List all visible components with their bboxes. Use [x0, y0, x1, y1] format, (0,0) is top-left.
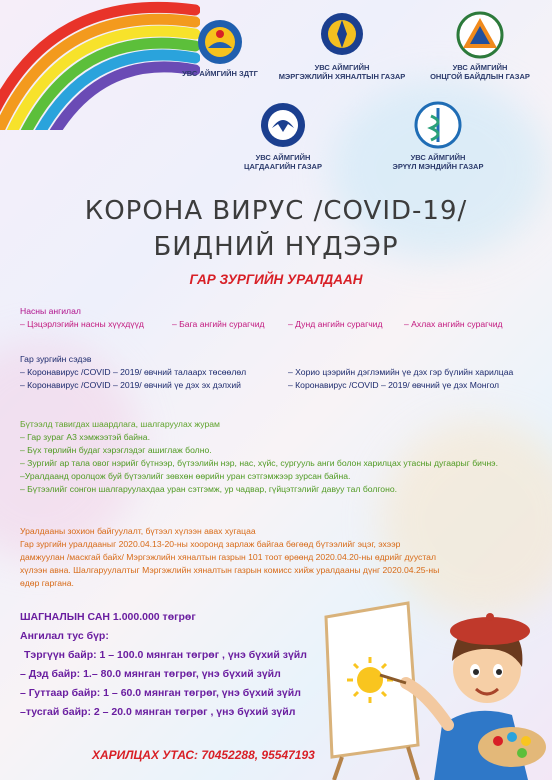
prize-item: –тусгай байр: 2 – 20.0 мянган төгрөг , үнэ бүхий зүйл [20, 706, 296, 718]
logo-ontsgoi-caption-line2: ОНЦГОЙ БАЙДЛЫН ГАЗАР [430, 72, 530, 81]
logo-eruul [378, 100, 498, 171]
logo-mergejliin-caption-line2: МЭРГЭЖЛИЙН ХЯНАЛТЫН ГАЗАР [278, 72, 406, 81]
logo-mergejliin-caption-line1: УВС АЙМГИЙН [314, 63, 370, 72]
rules-section [20, 418, 545, 496]
logo-eruul-caption-line1: УВС АЙМГИЙН [410, 153, 466, 162]
prize-category: Ангилал тус бүр: [20, 630, 109, 642]
tsagdaa-emblem-icon [258, 100, 308, 150]
logo-eruul-caption-line2: ЭРҮҮЛ МЭНДИЙН ГАЗАР [392, 162, 484, 171]
prize-item: Тэргүүн байр: 1 – 100.0 мянган төгрөг , үнэ бүхий зүйл [24, 649, 307, 661]
age-items-row [20, 318, 540, 331]
poster-subtitle: ГАР ЗУРГИЙН УРАЛДААН [189, 272, 363, 287]
theme-item: – Коронавирус /COVID – 2019/ өвчний талаарх төсөөлөл [20, 367, 247, 377]
timing-line: хүлээн авна. Шалгаруулалтыг Мэргэжлийн хяналтын газрын комисс хийж уралдааны дүнг 2020.04.25-ны [20, 565, 440, 575]
contact-phone: ХАРИЛЦАХ УТАС: 70452288, 95547193 [92, 748, 315, 762]
theme-item: – Коронавирус /COVID – 2019/ өвчний үе дэх Монгол [288, 380, 500, 390]
age-item: – Дунд ангийн сурагчид [288, 319, 383, 329]
age-item: – Цэцэрлэгийн насны хүүхдүүд [20, 319, 144, 329]
poster-title-line1: КОРОНА ВИРУС /COVID-19/ [84, 196, 468, 226]
theme-section [20, 353, 540, 392]
age-item: – Ахлах ангийн сурагчид [404, 319, 503, 329]
theme-item: – Хорио цээрийн дэглэмийн үе дэх гэр бүлийн харилцаа [288, 367, 514, 377]
prize-fund: ШАГНАЛЫН САН 1.000.000 төгрөг [20, 611, 196, 623]
age-item: – Бага ангийн сурагчид [172, 319, 265, 329]
timing-heading: Уралдааны зохион байгуулалт, бүтээл хүлээн авах хугацаа [20, 526, 256, 536]
logo-tsagdaa [228, 100, 338, 171]
logo-zdtg [165, 18, 275, 78]
theme-heading: Гар зургийн сэдэв [20, 354, 92, 364]
logo-tsagdaa-caption-line1: УВС АЙМГИЙН [255, 153, 311, 162]
boy-painting-illustration [322, 575, 552, 780]
theme-item: – Коронавирус /COVID – 2019/ өвчний үе дэх эх дэлхий [20, 380, 241, 390]
eruul-emblem-icon [413, 100, 463, 150]
timing-line: Гар зургийн уралдааныг 2020.04.13-20-ны хооронд зарлаж байгаа бөгөөд бүтээлийг эцэг, эхээр [20, 539, 401, 549]
ontsgoi-emblem-icon [455, 10, 505, 60]
logo-ontsgoi [420, 10, 540, 81]
timing-line: дамжуулан /маскгай байх/ Мэргэжлийн хяналтын газрын 101 тоот өрөөнд 2020.04.20-ны өдрийг дуустал [20, 552, 436, 562]
rules-item: – Зургийг ар тала овог нэрийг бүтнээр, бүтээлийн нэр, нас, хүйс, сургууль анги болон харилцах утасны дугаарыг бичнэ. [20, 458, 498, 468]
poster-title-line2: БИДНИЙ НҮДЭЭР [153, 232, 399, 262]
logo-mergejliin [272, 10, 412, 81]
age-section [20, 305, 540, 331]
rules-item: – Гар зураг А3 хэмжээтэй байна. [20, 432, 150, 442]
rules-item: – Бүтээлийг сонгон шалгаруулахдаа уран сэтгэмж, ур чадвар, гүйцэтгэлийг давуу тал болгоно. [20, 484, 397, 494]
logo-ontsgoi-caption-line1: УВС АЙМГИЙН [452, 63, 508, 72]
prize-item: – Дэд байр: 1.– 80.0 мянган төгрөг, үнэ бүхий зүйл [20, 668, 281, 680]
theme-row [20, 366, 540, 379]
theme-row [20, 379, 540, 392]
prize-item: – Гуттаар байр: 1 – 60.0 мянган төгрөг, үнэ бүхий зүйл [20, 687, 301, 699]
logo-tsagdaa-caption-line2: ЦАГДААГИЙН ГАЗАР [244, 162, 322, 171]
rules-item: – Бүх төрлийн будаг хэрэглэдэг ашиглаж болно. [20, 445, 212, 455]
rules-item: –Уралдаанд оролцож буй бүтээлийг зөвхөн өөрийн уран сэтгэмжээр зурсан байна. [20, 471, 351, 481]
prize-section [20, 608, 307, 722]
logo-zdtg-caption: УВС АЙМГИЙН ЗДТГ [182, 69, 258, 78]
zdtg-emblem-icon [196, 18, 244, 66]
timing-line: өдөр гаргана. [20, 578, 74, 588]
mergejliin-emblem-icon [319, 10, 365, 60]
rules-heading: Бүтээлд тавигдах шаардлага, шалгаруулах журам [20, 419, 220, 429]
age-heading: Насны ангилал [20, 306, 81, 316]
